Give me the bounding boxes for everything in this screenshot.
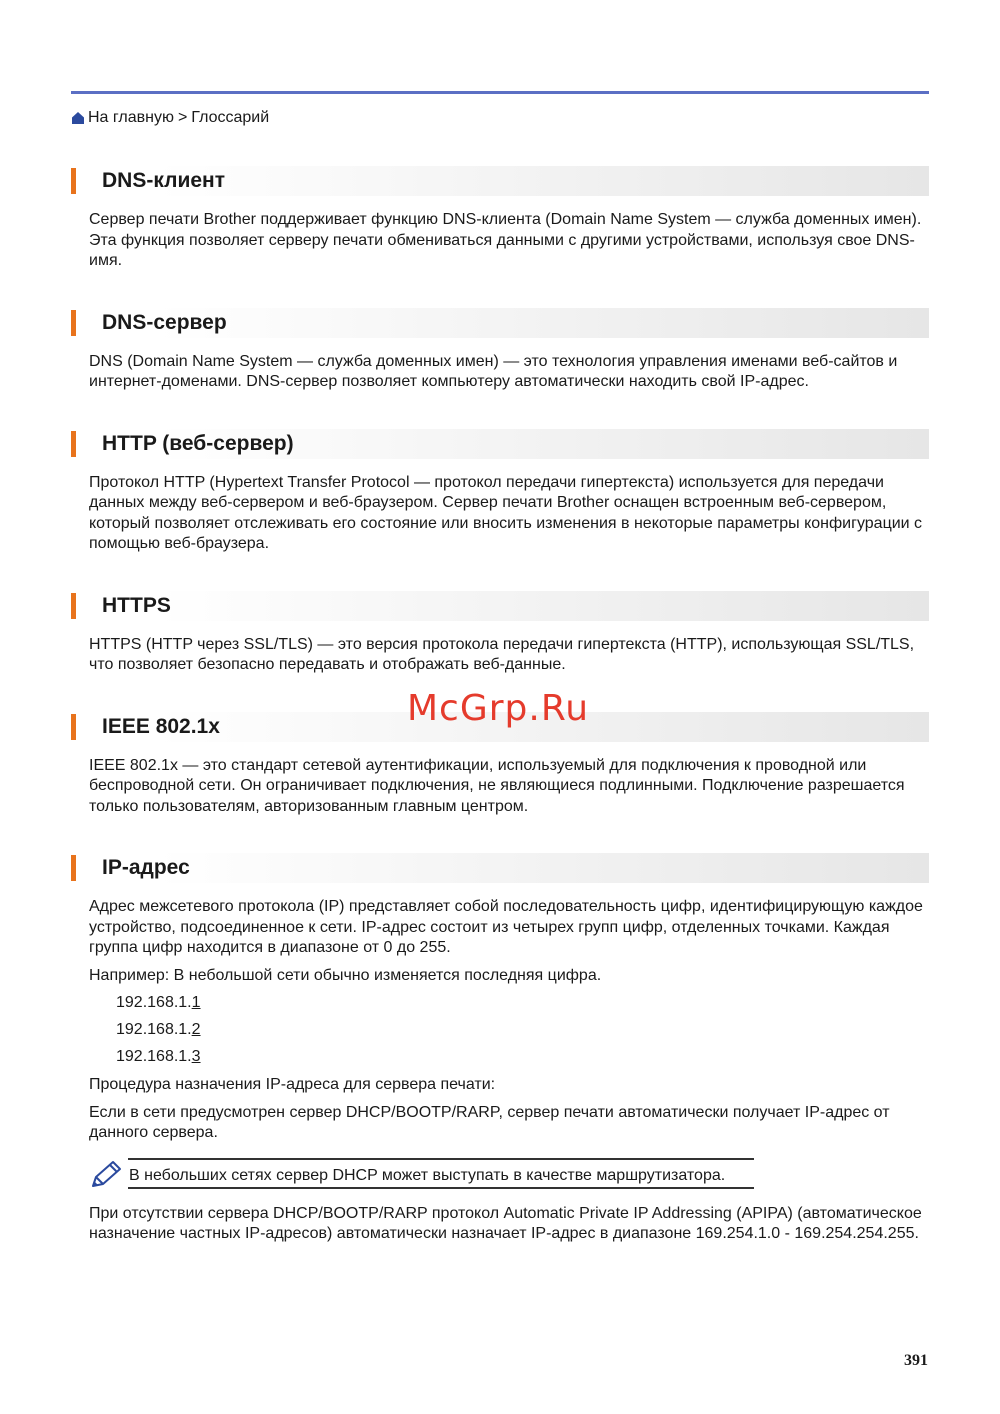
breadcrumb-current: Глоссарий [191,109,270,126]
breadcrumb [71,109,273,127]
section-heading-ip-address [71,853,929,883]
section-title: IP-адрес [102,856,190,879]
section-accent-bar [71,431,76,457]
page-number: 391 [904,1352,928,1369]
section-accent-bar [71,168,76,194]
section-accent-bar [71,855,76,881]
section-paragraph: Например: В небольшой сети обычно изменяется последняя цифра. [89,966,602,984]
home-icon[interactable] [71,111,85,125]
section-accent-bar [71,310,76,336]
section-heading-dns-server [71,308,929,338]
watermark: McGrp.Ru [407,688,590,729]
ip-example: 192.168.1.3 [116,1048,201,1065]
section-title: IEEE 802.1x [102,714,220,738]
section-title: DNS-сервер [102,310,227,334]
section-paragraph: Сервер печати Brother поддерживает функцию DNS-клиента (Domain Name System — служба доменных имен). Эта функция позволяет серверу печати обмениваться данными с другими устройствами, используя свое DNS-имя. [89,211,922,269]
section-heading-https [71,591,929,621]
ip-apipa-text: При отсутствии сервера DHCP/BOOTP/RARP протокол Automatic Private IP Addressing (APIPA) (автоматическое назначение частных IP-адресов) автоматически назначает IP-адрес в диапазоне 169.254.1.0 - 169.254.254.255. [89,1204,922,1242]
section-paragraph: Протокол HTTP (Hypertext Transfer Protocol — протокол передачи гипертекста) используется для передачи данных между веб-сервером и веб-браузером. Сервер печати Brother оснащен встроенным веб-сервером, который позволяет отслеживать его состояние или вносить изменения в некоторые параметры конфигурации с помощью веб-браузера. [89,473,923,552]
breadcrumb-home-link[interactable]: На главную [88,109,174,126]
section-title: HTTPS [102,593,171,617]
pencil-note-icon [89,1160,123,1190]
breadcrumb-separator: > [177,109,188,126]
note-box [89,1158,929,1198]
ip-dhcp-text: Если в сети предусмотрен сервер DHCP/BOOTP/RARP, сервер печати автоматически получает IP-адрес от данного сервера. [89,1103,890,1141]
section-paragraph: HTTPS (HTTP через SSL/TLS) — это версия протокола передачи гипертекста (HTTP), использующая SSL/TLS, что позволяет безопасно передавать и отображать веб-данные. [89,635,915,673]
ip-example: 192.168.1.2 [116,1021,201,1038]
section-title: DNS-клиент [102,169,225,192]
section-accent-bar [71,714,76,740]
section-paragraph: Адрес межсетевого протокола (IP) представляет собой последовательность цифр, идентифицирующую каждое устройство, подсоединенное к сети. IP-адрес состоит из четырех групп цифр, отделенных точками. Каждая группа цифр находится в диапазоне от 0 до 255. [89,898,923,956]
section-accent-bar [71,593,76,619]
section-paragraph: IEEE 802.1x — это стандарт сетевой аутентификации, используемый для подключения к проводной или беспроводной сети. Он ограничивает подключения, не являющиеся подлинными. Подключение разрешается только пользователям, авторизованным главным центром. [89,756,905,815]
section-title: HTTP (веб-сервер) [102,431,294,455]
ip-example: 192.168.1.1 [116,994,201,1011]
section-heading-http [71,429,929,459]
note-text: В небольших сетях сервер DHCP может выступать в качестве маршрутизатора. [128,1158,754,1189]
section-paragraph: DNS (Domain Name System — служба доменных имен) — это технология управления именами веб-сайтов и интернет-доменами. DNS-сервер позволяет компьютеру автоматически находить свой IP-адрес. [89,352,898,390]
ip-procedure-text: Процедура назначения IP-адреса для сервера печати: [89,1076,496,1093]
section-heading-dns-client [71,166,929,196]
top-rule [71,91,929,94]
